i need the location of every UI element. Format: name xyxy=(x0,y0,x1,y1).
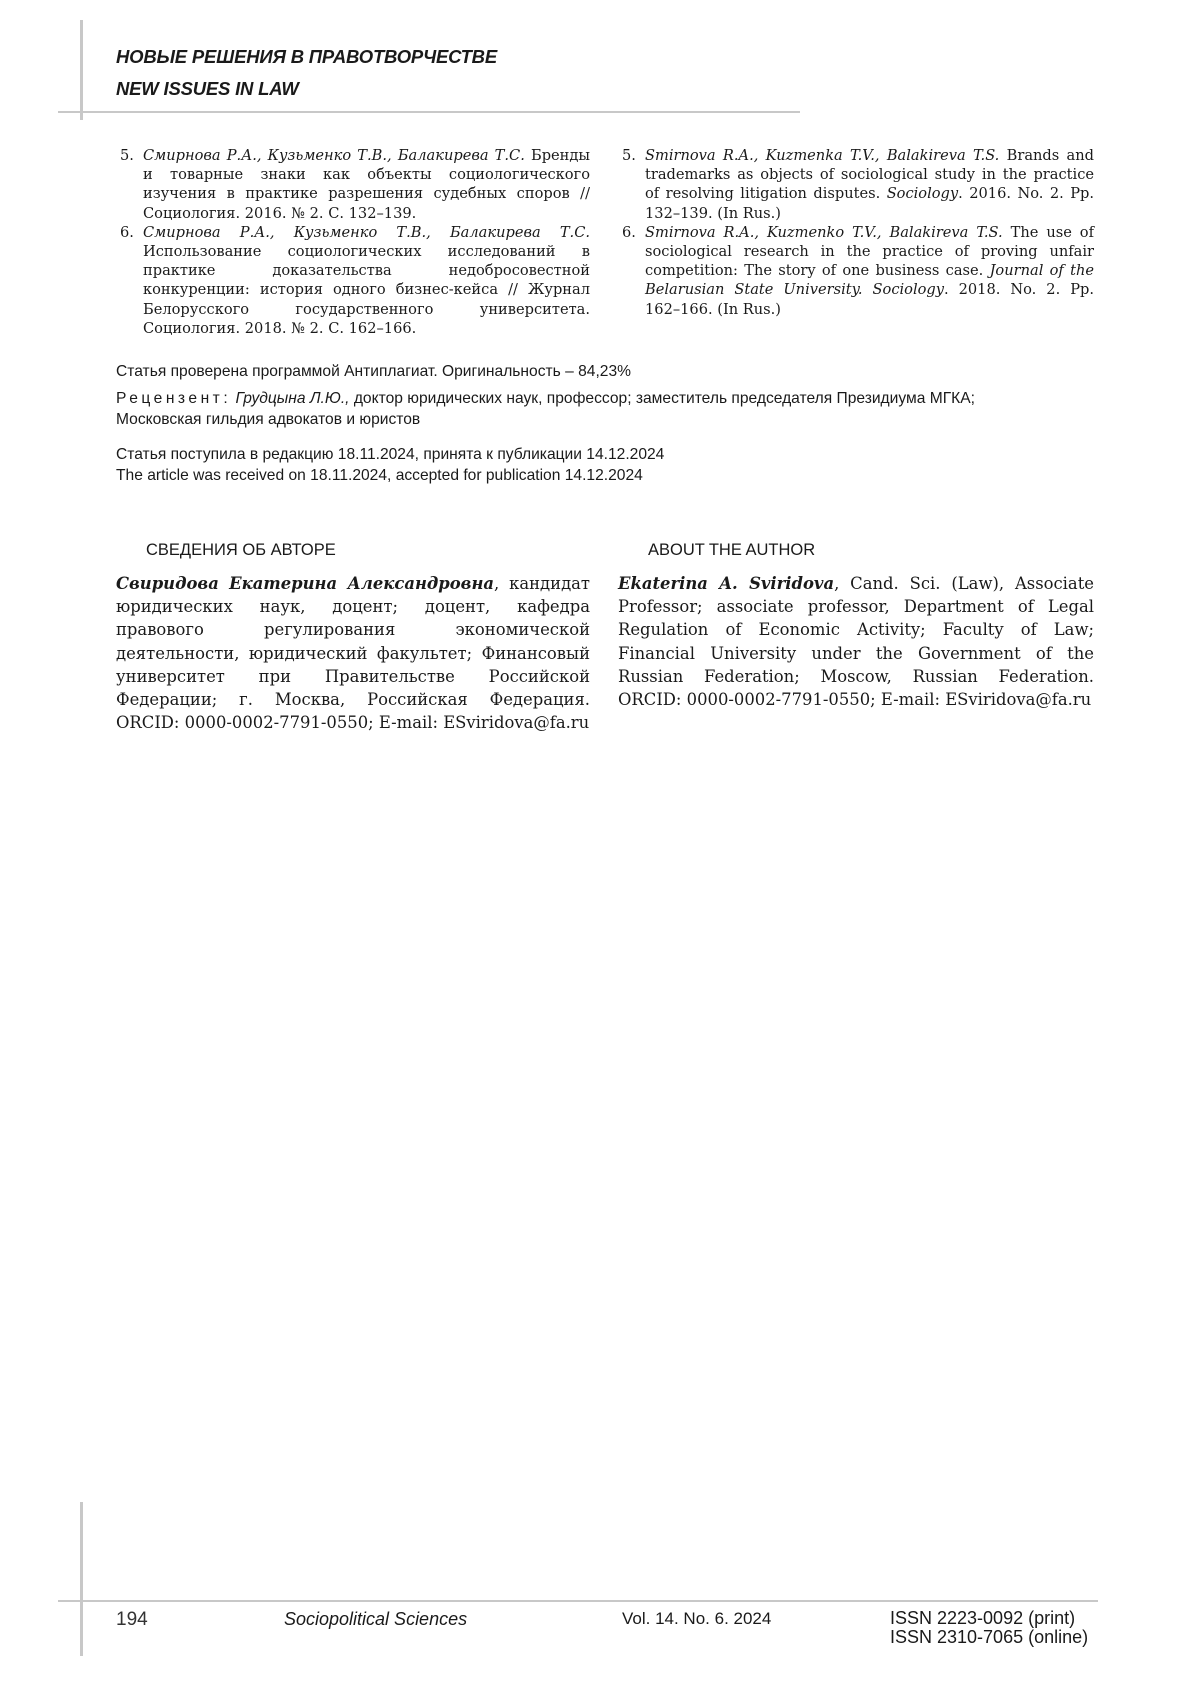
header-horizontal-rule xyxy=(58,111,800,113)
author-info-ru xyxy=(116,572,590,734)
author-details-ru: , кандидат юридических наук, доцент; доцент, кафедра правового регулирования экономической деятельности, юридический факультет; Финансовый университет при Правительстве Российской Федерации; г. Москва, Российская Федерация. ORCID: 0000-0002-7791-0550; E-mail: ESviridova@fa.ru xyxy=(116,574,590,732)
page-number: 194 xyxy=(116,1609,148,1631)
reference-body xyxy=(143,223,590,338)
reference-number: 6. xyxy=(622,223,645,319)
issn-print: ISSN 2223-0092 (print) xyxy=(890,1609,1088,1628)
reference-text-end: . 2018. No. 2. Pp. 162–166. (In Rus.) xyxy=(645,281,1094,317)
footer-vertical-rule xyxy=(80,1502,83,1656)
reference-number: 5. xyxy=(120,146,143,223)
footer-horizontal-rule xyxy=(58,1600,1098,1602)
reference-number: 5. xyxy=(622,146,645,223)
reviewer-label: Рецензент: xyxy=(116,390,231,407)
reference-text: Использование социологических исследований в практике доказательства недобросовестной конкуренции: история одного бизнес-кейса // Журнал Белорусского государственного университета. Социология. 2018. № 2. С. 162–166. xyxy=(143,243,590,337)
reference-authors: Смирнова Р.А., Кузьменко Т.В., Балакирева Т.С. xyxy=(143,147,525,164)
reference-authors: Smirnova R.A., Kuzmenka T.V., Balakireva T.S. xyxy=(645,147,999,164)
references-ru xyxy=(120,146,590,338)
author-heading-en: ABOUT THE AUTHOR xyxy=(648,541,815,560)
reference-text: Бренды и товарные знаки как объекты социологического изучения в практике разрешения судебных споров // Социология. 2016. № 2. С. 132–139. xyxy=(143,147,590,222)
author-heading-ru: СВЕДЕНИЯ ОБ АВТОРЕ xyxy=(146,541,336,560)
section-title-en: NEW ISSUES IN LAW xyxy=(116,78,299,100)
author-details-en: , Cand. Sci. (Law), Associate Professor; associate professor, Department of Legal Regulation of Economic Activity; Faculty of Law; Financial University under the Government of the Russian Federation; Moscow, Russian Federation. ORCID: 0000-0002-7791-0550; E-mail: ESviridova@fa.ru xyxy=(618,574,1094,709)
reference-text: Brands and trademarks as objects of sociological study in the practice of resolving litigation disputes. xyxy=(645,147,1094,202)
reference-text-end: . 2016. No. 2. Pp. 132–139. (In Rus.) xyxy=(645,185,1094,221)
reviewer-organization: Московская гильдия адвокатов и юристов xyxy=(116,411,420,428)
header-vertical-rule xyxy=(80,20,83,120)
reference-body xyxy=(143,146,590,223)
issn-online: ISSN 2310-7065 (online) xyxy=(890,1628,1088,1647)
author-name-ru: Свиридова Екатерина Александровна xyxy=(116,574,494,593)
reviewer-details: доктор юридических наук, профессор; заместитель председателя Президиума МГКА; xyxy=(350,390,975,407)
volume-info: Vol. 14. No. 6. 2024 xyxy=(622,1609,771,1629)
section-title-ru: НОВЫЕ РЕШЕНИЯ В ПРАВОТВОРЧЕСТВЕ xyxy=(116,46,497,68)
reference-item xyxy=(622,223,1094,319)
reference-journal: Sociology xyxy=(887,185,958,202)
antiplagiat-note: Статья проверена программой Антиплагиат. Оригинальность – 84,23% xyxy=(116,361,1096,382)
issn-block xyxy=(890,1609,1088,1647)
author-name-en: Ekaterina A. Sviridova xyxy=(618,574,834,593)
reference-item xyxy=(622,146,1094,223)
reference-item xyxy=(120,223,590,338)
reference-body xyxy=(645,223,1094,319)
reference-number: 6. xyxy=(120,223,143,338)
references-en xyxy=(622,146,1094,319)
journal-name: Sociopolitical Sciences xyxy=(284,1609,467,1630)
author-info-en xyxy=(618,572,1094,711)
reference-authors: Smirnova R.A., Kuzmenko T.V., Balakireva T.S. xyxy=(645,224,1003,241)
reference-item xyxy=(120,146,590,223)
reference-body xyxy=(645,146,1094,223)
reviewer-block xyxy=(116,388,1096,430)
received-date-en: The article was received on 18.11.2024, accepted for publication 14.12.2024 xyxy=(116,465,1096,486)
reference-text: The use of sociological research in the practice of proving unfair competition: The story of one business case. xyxy=(645,224,1094,279)
reference-authors: Смирнова Р.А., Кузьменко Т.В., Балакирева Т.С. xyxy=(143,224,590,241)
reference-journal: Journal of the Belarusian State University. Sociology xyxy=(645,262,1094,298)
received-dates xyxy=(116,444,1096,486)
reviewer-name: Грудцына Л.Ю., xyxy=(236,390,350,407)
received-date-ru: Статья поступила в редакцию 18.11.2024, принята к публикации 14.12.2024 xyxy=(116,444,1096,465)
